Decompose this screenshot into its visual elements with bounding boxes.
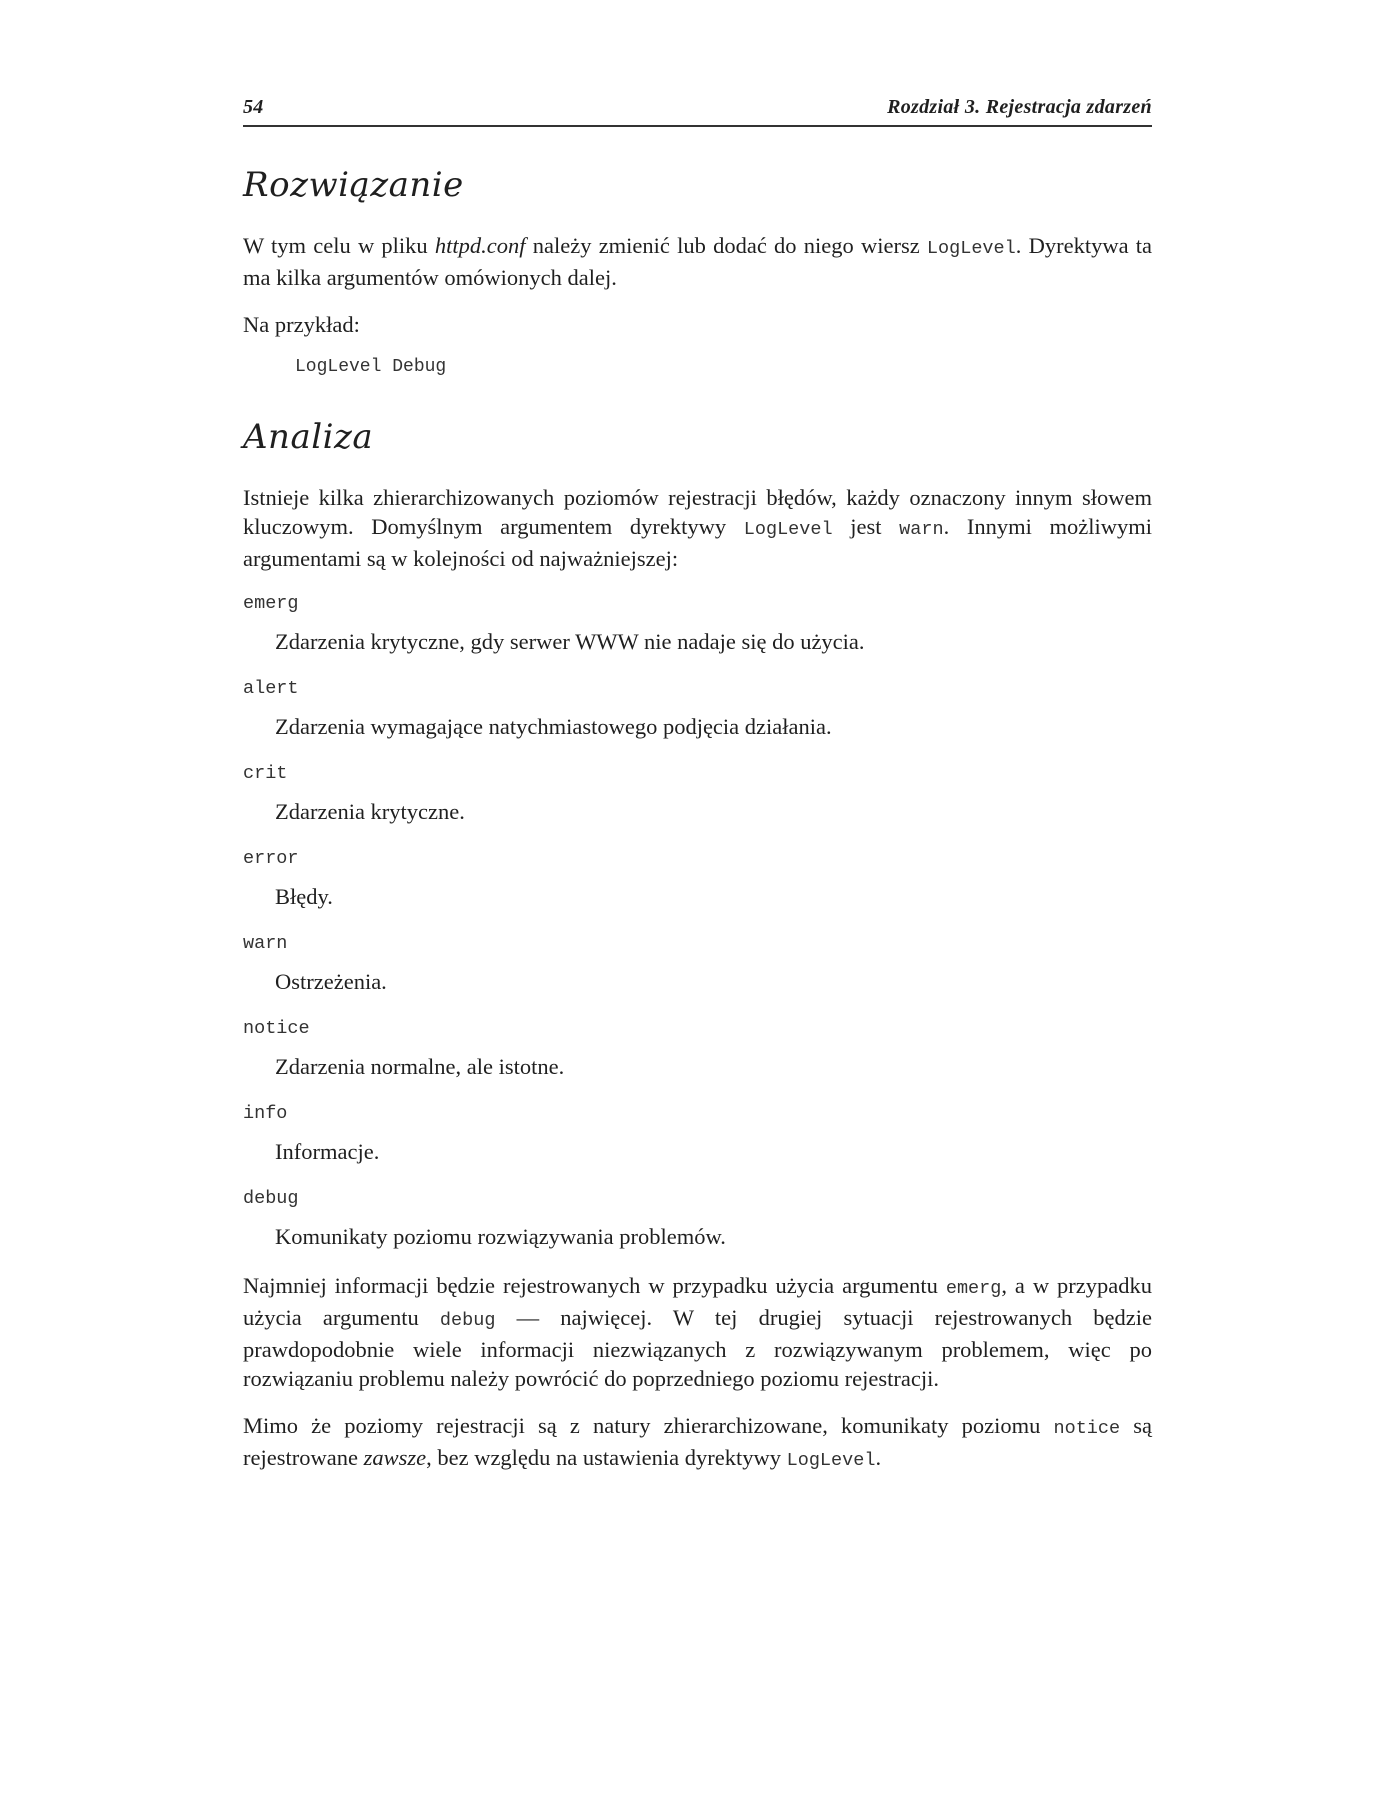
inline-code: notice — [1053, 1418, 1121, 1439]
section-heading-analysis: Analiza — [243, 417, 374, 457]
level-description: Zdarzenia normalne, ale istotne. — [275, 1054, 565, 1079]
inline-code: debug — [439, 1310, 496, 1331]
inline-code: warn — [899, 519, 944, 540]
level-description: Ostrzeżenia. — [275, 969, 387, 994]
level-term: warn — [243, 933, 288, 954]
analysis-paragraph-2: Najmniej informacji będzie rejestrowanych w przypadku użycia argumentu emerg, a w przypadku użycia argumentu debug — najwięcej. W tej drugiej sytuacji rejestrowanych będzie prawdopodobnie wiele informacji niezwiązanych z rozwiązywanym problemem, więc po rozwiązaniu problemu należy powrócić do poprzedniego poziomu rejestracji. — [243, 1273, 1153, 1391]
solution-paragraph: W tym celu w pliku httpd.conf należy zmienić lub dodać do niego wiersz LogLevel. Dyrektywa ta ma kilka argumentów omówionych dalej. — [243, 233, 1153, 290]
file-name: httpd.conf — [434, 233, 526, 258]
page-number: 54 — [243, 96, 264, 118]
level-term: error — [243, 848, 299, 869]
inline-code: LogLevel — [926, 238, 1016, 259]
level-description: Zdarzenia wymagające natychmiastowego podjęcia działania. — [275, 714, 832, 739]
level-term: notice — [243, 1018, 310, 1039]
level-description: Komunikaty poziomu rozwiązywania problemów. — [275, 1224, 726, 1249]
log-level-list — [243, 591, 1152, 1251]
inline-code: emerg — [945, 1278, 1002, 1299]
running-header — [243, 96, 1152, 127]
code-example: LogLevel Debug — [295, 357, 447, 377]
level-description: Błędy. — [275, 884, 333, 909]
book-page — [243, 96, 1152, 1493]
section-heading-solution: Rozwiązanie — [243, 165, 464, 205]
chapter-title: Rozdział 3. Rejestracja zdarzeń — [887, 96, 1152, 118]
level-term: emerg — [243, 593, 299, 614]
level-term: alert — [243, 678, 299, 699]
analysis-intro-paragraph: Istnieje kilka zhierarchizowanych poziomów rejestracji błędów, każdy oznaczony innym słowem kluczowym. Domyślnym argumentem dyrektywy LogLevel jest warn. Innymi możliwymi argumentami są w kolejności od najważniejszej: — [243, 485, 1152, 571]
emphasis: zawsze — [363, 1445, 427, 1470]
level-description: Informacje. — [275, 1139, 380, 1164]
level-term: debug — [243, 1188, 299, 1209]
level-description: Zdarzenia krytyczne. — [275, 799, 465, 824]
level-term: crit — [243, 763, 288, 784]
example-intro: Na przykład: — [243, 312, 360, 337]
inline-code: LogLevel — [786, 1450, 876, 1471]
level-term: info — [243, 1103, 288, 1124]
inline-code: LogLevel — [743, 519, 833, 540]
level-description: Zdarzenia krytyczne, gdy serwer WWW nie nadaje się do użycia. — [275, 629, 865, 654]
analysis-paragraph-3: Mimo że poziomy rejestracji są z natury zhierarchizowane, komunikaty poziomu notice są rejestrowane zawsze, bez względu na ustawienia dyrektywy LogLevel. — [243, 1413, 1152, 1471]
